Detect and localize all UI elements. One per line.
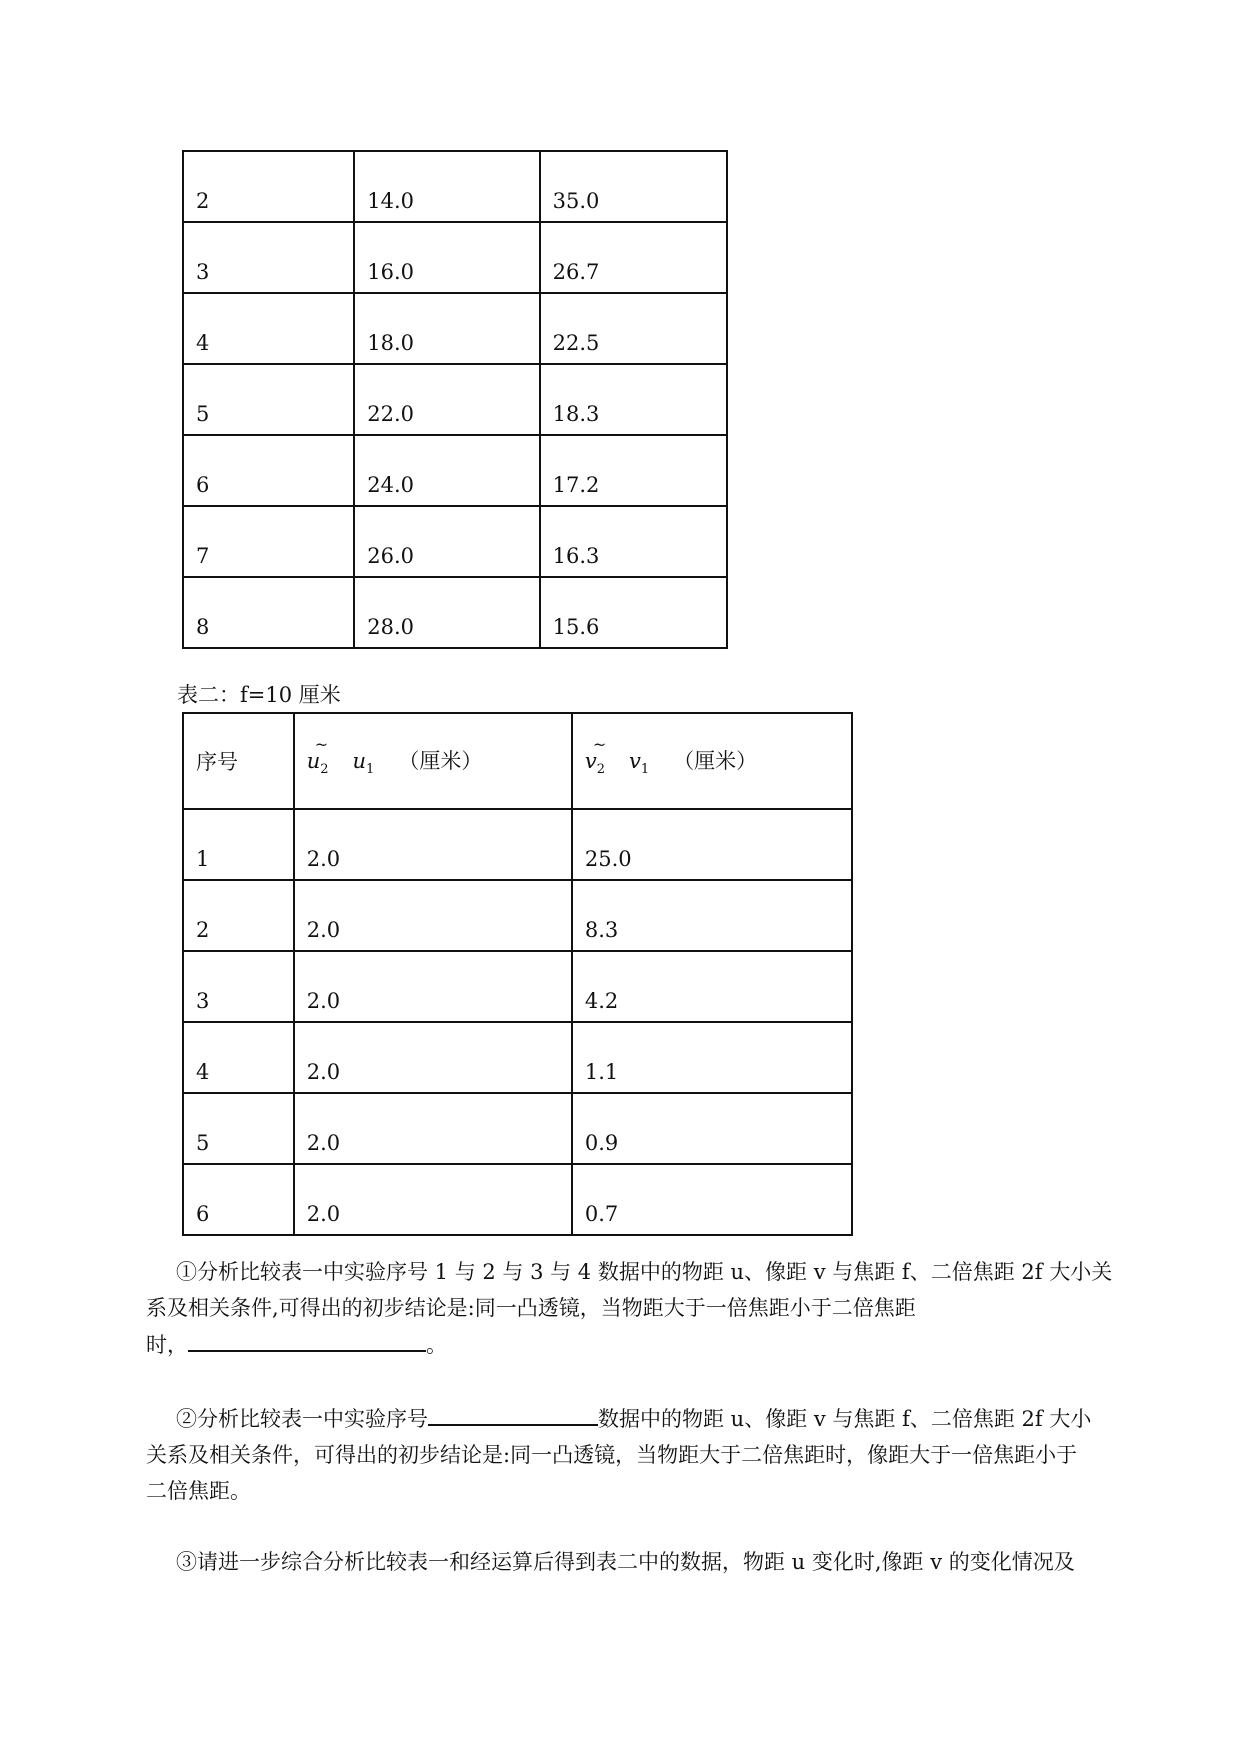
- table-cell: 2.0: [294, 809, 572, 880]
- question-2: ②分析比较表一中实验序号 数据中的物距 u、像距 v 与焦距 f、二倍焦距 2f 大小 关系及相关条件，可得出的初步结论是:同一凸透镜，当物距大于二倍焦距时，像距大于一倍焦距小于 二倍焦距。: [146, 1400, 1156, 1509]
- table-cell: 2.0: [294, 951, 572, 1022]
- table-cell: 24.0: [354, 435, 539, 506]
- table-cell: 1.1: [572, 1022, 852, 1093]
- table-cell: 4: [183, 293, 354, 364]
- table-row: [183, 809, 852, 880]
- table-cell: 18.3: [540, 364, 727, 435]
- table-cell: 5: [183, 364, 354, 435]
- table-cell: 2: [183, 151, 354, 222]
- table-row: [183, 1093, 852, 1164]
- table-two: [182, 712, 853, 1236]
- table-cell: 8: [183, 577, 354, 648]
- table-cell: 14.0: [354, 151, 539, 222]
- table-row: [183, 577, 727, 648]
- table-row: [183, 951, 852, 1022]
- table-cell: 2.0: [294, 1022, 572, 1093]
- table-two-caption: 表二：f=10 厘米: [177, 683, 341, 707]
- table-cell: 2.0: [294, 1093, 572, 1164]
- question-3: ③请进一步综合分析比较表一和经运算后得到表二中的数据，物距 u 变化时,像距 v 的变化情况及: [176, 1550, 1075, 1574]
- table-row: [183, 435, 727, 506]
- table-row: [183, 364, 727, 435]
- tilde-mark: ~: [592, 734, 607, 754]
- table-cell: 3: [183, 951, 294, 1022]
- tilde-mark: ~: [314, 734, 329, 754]
- table-cell: 0.9: [572, 1093, 852, 1164]
- table-cell: 4.2: [572, 951, 852, 1022]
- u2-symbol: ~ $u_2$: [306, 734, 329, 778]
- table-cell: 22.0: [354, 364, 539, 435]
- table-cell: 26.7: [540, 222, 727, 293]
- table-cell: 16.3: [540, 506, 727, 577]
- table-cell: 22.5: [540, 293, 727, 364]
- table-cell: 3: [183, 222, 354, 293]
- table-cell: 7: [183, 506, 354, 577]
- table-one: [182, 150, 728, 649]
- table-cell: 35.0: [540, 151, 727, 222]
- table-cell: 6: [183, 435, 354, 506]
- table-cell: 5: [183, 1093, 294, 1164]
- table-cell: 1: [183, 809, 294, 880]
- table-cell: 2.0: [294, 1164, 572, 1235]
- u1-symbol: $u_1$: [352, 748, 375, 778]
- table-row: [183, 293, 727, 364]
- table-cell: 4: [183, 1022, 294, 1093]
- table-cell: 28.0: [354, 577, 539, 648]
- table-cell: 18.0: [354, 293, 539, 364]
- header-object-distance-diff: [294, 713, 572, 809]
- answer-blank-1[interactable]: [188, 1326, 426, 1352]
- table-cell: 6: [183, 1164, 294, 1235]
- table-cell: 2: [183, 880, 294, 951]
- v2-symbol: ~ $v_2$: [584, 734, 607, 778]
- table-cell: 2.0: [294, 880, 572, 951]
- table-row: [183, 880, 852, 951]
- table-row: [183, 1022, 852, 1093]
- table-row: [183, 151, 727, 222]
- table-cell: 0.7: [572, 1164, 852, 1235]
- table-cell: 8.3: [572, 880, 852, 951]
- table-row: [183, 506, 727, 577]
- header-image-distance-diff: [572, 713, 852, 809]
- header-unit: （厘米）: [673, 748, 758, 773]
- header-index: 序号: [183, 713, 294, 809]
- table-cell: 17.2: [540, 435, 727, 506]
- table-cell: 26.0: [354, 506, 539, 577]
- table-row: [183, 222, 727, 293]
- v1-symbol: $v_1$: [629, 748, 650, 778]
- table-cell: 15.6: [540, 577, 727, 648]
- table-cell: 25.0: [572, 809, 852, 880]
- table-row: [183, 1164, 852, 1235]
- answer-blank-2[interactable]: [428, 1400, 598, 1426]
- table-header-row: [183, 713, 852, 809]
- header-unit: （厘米）: [398, 748, 483, 773]
- question-1: ①分析比较表一中实验序号 1 与 2 与 3 与 4 数据中的物距 u、像距 v 与焦距 f、二倍焦距 2f 大小关 系及相关条件,可得出的初步结论是:同一凸透镜，当物距大于一倍焦距小于二倍焦距 时， 。: [146, 1260, 1113, 1357]
- table-cell: 16.0: [354, 222, 539, 293]
